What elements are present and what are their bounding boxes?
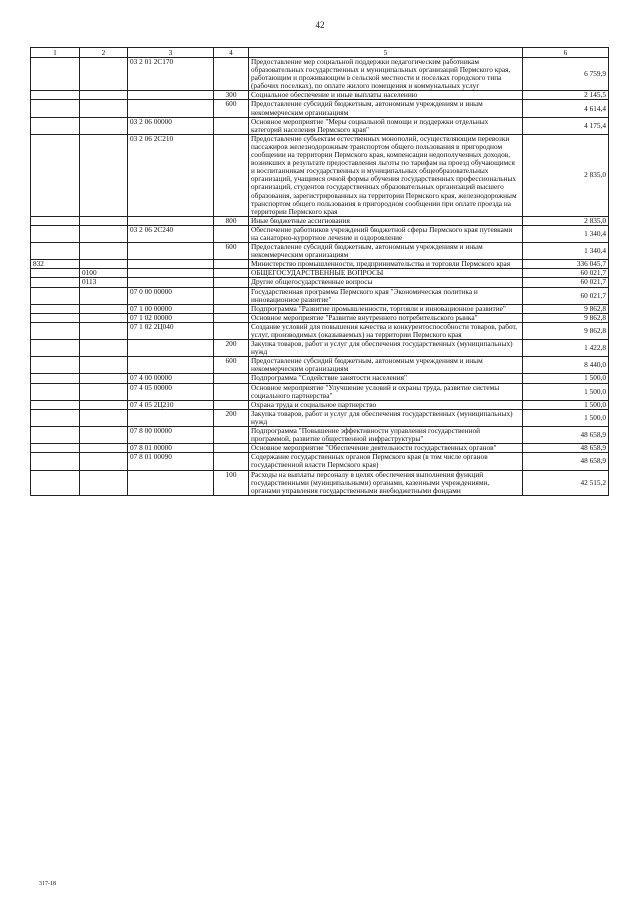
amount-cell: 2 835,0 (523, 216, 609, 225)
department-code-cell (31, 313, 80, 322)
table-row (31, 470, 609, 495)
expense-type-cell (214, 260, 249, 269)
expense-type-cell (214, 278, 249, 287)
department-code-cell (31, 287, 80, 304)
amount-cell: 48 658,9 (523, 444, 609, 453)
amount-cell: 1 340,4 (523, 243, 609, 260)
target-article-cell: 07 1 00 00000 (128, 304, 214, 313)
department-code-cell (31, 470, 80, 495)
section-code-cell (80, 444, 128, 453)
expense-type-cell (214, 225, 249, 242)
item-name-cell: Подпрограмма "Содействие занятости населения" (249, 374, 523, 383)
target-article-cell (128, 409, 214, 426)
item-name-cell: Закупка товаров, работ и услуг для обеспечения государственных (муниципальных) нужд (249, 409, 523, 426)
table-row (31, 357, 609, 374)
department-code-cell (31, 117, 80, 134)
table-row (31, 400, 609, 409)
target-article-cell (128, 100, 214, 117)
target-article-cell (128, 260, 214, 269)
item-name-cell: Закупка товаров, работ и услуг для обеспечения государственных (муниципальных) нужд (249, 340, 523, 357)
department-code-cell (31, 269, 80, 278)
table-row (31, 117, 609, 134)
amount-cell: 6 759,9 (523, 58, 609, 91)
expense-type-cell (214, 58, 249, 91)
item-name-cell: Предоставление субсидий бюджетным, автономным учреждениям и иным некоммерческим организациям (249, 243, 523, 260)
expense-type-cell: 300 (214, 91, 249, 100)
target-article-cell (128, 91, 214, 100)
section-code-cell (80, 313, 128, 322)
department-code-cell (31, 322, 80, 339)
table-row (31, 304, 609, 313)
section-code-cell (80, 340, 128, 357)
item-name-cell: Расходы на выплаты персоналу в целях обеспечения выполнения функций государственными (муниципальными) органами, казенными учреждениями, органами управления государственными внебюджетными фондами (249, 470, 523, 495)
amount-cell: 60 021,7 (523, 269, 609, 278)
amount-cell: 1 500,0 (523, 374, 609, 383)
expense-type-cell (214, 383, 249, 400)
department-code-cell (31, 374, 80, 383)
target-article-cell (128, 243, 214, 260)
item-name-cell: Предоставление субсидий бюджетным, автономным учреждениям и иным некоммерческим организациям (249, 100, 523, 117)
amount-cell: 336 045,7 (523, 260, 609, 269)
table-row (31, 453, 609, 470)
table-row (31, 243, 609, 260)
target-article-cell (128, 278, 214, 287)
amount-cell: 48 658,9 (523, 427, 609, 444)
item-name-cell: Министерство промышленности, предпринимательства и торговли Пермского края (249, 260, 523, 269)
table-row (31, 287, 609, 304)
section-code-cell (80, 453, 128, 470)
item-name-cell: Подпрограмма "Развитие промышленности, торговли и инновационное развитие" (249, 304, 523, 313)
item-name-cell: Основное мероприятие "Обеспечение деятельности государственных органов" (249, 444, 523, 453)
department-code-cell (31, 100, 80, 117)
table-row (31, 216, 609, 225)
department-code-cell (31, 400, 80, 409)
expense-type-cell (214, 304, 249, 313)
department-code-cell (31, 453, 80, 470)
item-name-cell: ОБЩЕГОСУДАРСТВЕННЫЕ ВОПРОСЫ (249, 269, 523, 278)
table-row (31, 340, 609, 357)
target-article-cell: 07 8 01 00090 (128, 453, 214, 470)
table-row (31, 134, 609, 216)
expense-type-cell (214, 453, 249, 470)
budget-table (30, 47, 609, 496)
target-article-cell: 03 2 06 2С210 (128, 134, 214, 216)
table-row (31, 427, 609, 444)
section-code-cell (80, 117, 128, 134)
expense-type-cell: 200 (214, 409, 249, 426)
department-code-cell: 832 (31, 260, 80, 269)
item-name-cell: Основное мероприятие "Развитие внутреннего потребительского рынка" (249, 313, 523, 322)
table-row (31, 374, 609, 383)
section-code-cell (80, 216, 128, 225)
amount-cell: 48 658,9 (523, 453, 609, 470)
item-name-cell: Содержание государственных органов Пермского края (в том числе органов государственной власти Пермского края) (249, 453, 523, 470)
section-code-cell (80, 134, 128, 216)
target-article-cell: 07 0 00 00000 (128, 287, 214, 304)
table-header-row (31, 48, 609, 58)
column-header: 3 (128, 48, 214, 58)
amount-cell: 4 175,4 (523, 117, 609, 134)
amount-cell: 1 422,8 (523, 340, 609, 357)
expense-type-cell (214, 444, 249, 453)
expense-type-cell: 200 (214, 340, 249, 357)
expense-type-cell (214, 427, 249, 444)
section-code-cell (80, 427, 128, 444)
table-row (31, 278, 609, 287)
item-name-cell: Предоставление субсидий бюджетным, автономным учреждениям и иным некоммерческим организациям (249, 357, 523, 374)
table-body (31, 58, 609, 496)
table-row (31, 383, 609, 400)
section-code-cell: 0100 (80, 269, 128, 278)
amount-cell: 60 021,7 (523, 287, 609, 304)
section-code-cell (80, 287, 128, 304)
expense-type-cell (214, 322, 249, 339)
target-article-cell: 03 2 06 2С240 (128, 225, 214, 242)
table-row (31, 100, 609, 117)
amount-cell: 1 500,0 (523, 409, 609, 426)
item-name-cell: Обеспечение работников учреждений бюджетной сферы Пермского края путевками на санаторно-курортное лечение и оздоровление (249, 225, 523, 242)
item-name-cell: Охрана труда и социальное партнерство (249, 400, 523, 409)
target-article-cell (128, 470, 214, 495)
target-article-cell: 03 2 01 2С170 (128, 58, 214, 91)
amount-cell: 60 021,7 (523, 278, 609, 287)
item-name-cell: Предоставление субъектам естественных монополий, осуществляющим перевозки пассажиров железнодорожным транспортом общего пользования в пригородном сообщении на территории Пермского края, компенсации недополученных доходов, возникших в результате предоставления льготы по тарифам на проезд обучающимся и воспитанникам государственных и муниципальных общеобразовательных организаций, учащимся очной формы обучения государственных профессиональных организаций, студентов государственных образовательных организаций высшего образования, зарегистрированных на территории Пермского края, железнодорожным транспортом общего пользования в пригородном сообщении при оплате проезда на территории Пермского края (249, 134, 523, 216)
item-name-cell: Подпрограмма "Повышение эффективности управления государственной программой, развитие общественной инфраструктуры" (249, 427, 523, 444)
amount-cell: 8 440,0 (523, 357, 609, 374)
section-code-cell (80, 383, 128, 400)
item-name-cell: Предоставление мер социальной поддержки педагогическим работникам образовательных государственных и муниципальных организаций Пермского края, работающим и проживающим в сельской местности и поселках городского типа (рабочих поселках), по оплате жилого помещения и коммунальных услуг (249, 58, 523, 91)
expense-type-cell (214, 374, 249, 383)
department-code-cell (31, 278, 80, 287)
amount-cell: 2 835,0 (523, 134, 609, 216)
table-row (31, 225, 609, 242)
expense-type-cell: 600 (214, 243, 249, 260)
expense-type-cell: 600 (214, 100, 249, 117)
column-header: 4 (214, 48, 249, 58)
item-name-cell: Социальное обеспечение и иные выплаты населению (249, 91, 523, 100)
expense-type-cell: 800 (214, 216, 249, 225)
department-code-cell (31, 357, 80, 374)
table-row (31, 58, 609, 91)
item-name-cell: Другие общегосударственные вопросы (249, 278, 523, 287)
department-code-cell (31, 243, 80, 260)
section-code-cell (80, 100, 128, 117)
expense-type-cell: 600 (214, 357, 249, 374)
department-code-cell (31, 134, 80, 216)
section-code-cell (80, 374, 128, 383)
target-article-cell: 07 8 00 00000 (128, 427, 214, 444)
section-code-cell (80, 243, 128, 260)
expense-type-cell (214, 400, 249, 409)
target-article-cell (128, 357, 214, 374)
target-article-cell (128, 340, 214, 357)
section-code-cell (80, 409, 128, 426)
target-article-cell: 03 2 06 00000 (128, 117, 214, 134)
department-code-cell (31, 383, 80, 400)
section-code-cell (80, 400, 128, 409)
amount-cell: 2 145,5 (523, 91, 609, 100)
table-row (31, 409, 609, 426)
target-article-cell: 07 1 02 00000 (128, 313, 214, 322)
column-header: 2 (80, 48, 128, 58)
target-article-cell (128, 269, 214, 278)
amount-cell: 42 515,2 (523, 470, 609, 495)
department-code-cell (31, 444, 80, 453)
expense-type-cell (214, 313, 249, 322)
expense-type-cell (214, 269, 249, 278)
column-header: 6 (523, 48, 609, 58)
item-name-cell: Создание условий для повышения качества и конкурентоспособности товаров, работ, услуг, производимых (оказываемых) на территории Пермского края (249, 322, 523, 339)
item-name-cell: Государственная программа Пермского края "Экономическая политика и инновационное развитие" (249, 287, 523, 304)
target-article-cell: 07 4 00 00000 (128, 374, 214, 383)
expense-type-cell: 100 (214, 470, 249, 495)
department-code-cell (31, 304, 80, 313)
target-article-cell (128, 216, 214, 225)
target-article-cell: 07 1 02 2Ц040 (128, 322, 214, 339)
department-code-cell (31, 225, 80, 242)
department-code-cell (31, 58, 80, 91)
expense-type-cell (214, 134, 249, 216)
amount-cell: 1 500,0 (523, 400, 609, 409)
item-name-cell: Основное мероприятие "Меры социальной помощи и поддержки отдельных категорий населения Пермского края" (249, 117, 523, 134)
department-code-cell (31, 409, 80, 426)
section-code-cell (80, 304, 128, 313)
amount-cell: 4 614,4 (523, 100, 609, 117)
expense-type-cell (214, 287, 249, 304)
section-code-cell (80, 58, 128, 91)
section-code-cell (80, 225, 128, 242)
amount-cell: 9 862,8 (523, 304, 609, 313)
department-code-cell (31, 216, 80, 225)
amount-cell: 1 340,4 (523, 225, 609, 242)
target-article-cell: 07 4 05 00000 (128, 383, 214, 400)
expense-type-cell (214, 117, 249, 134)
section-code-cell (80, 91, 128, 100)
amount-cell: 9 862,8 (523, 313, 609, 322)
section-code-cell (80, 357, 128, 374)
section-code-cell: 0113 (80, 278, 128, 287)
page-number: 42 (315, 20, 325, 30)
amount-cell: 9 862,8 (523, 322, 609, 339)
department-code-cell (31, 91, 80, 100)
section-code-cell (80, 470, 128, 495)
target-article-cell: 07 8 01 00000 (128, 444, 214, 453)
section-code-cell (80, 322, 128, 339)
table-row (31, 322, 609, 339)
column-header: 1 (31, 48, 80, 58)
department-code-cell (31, 427, 80, 444)
item-name-cell: Иные бюджетные ассигнования (249, 216, 523, 225)
footer-code: 317-18 (39, 881, 56, 887)
target-article-cell: 07 4 05 2Ц210 (128, 400, 214, 409)
amount-cell: 1 500,0 (523, 383, 609, 400)
column-header: 5 (249, 48, 523, 58)
department-code-cell (31, 340, 80, 357)
item-name-cell: Основное мероприятие "Улучшение условий и охраны труда, развитие системы социального партнерства" (249, 383, 523, 400)
